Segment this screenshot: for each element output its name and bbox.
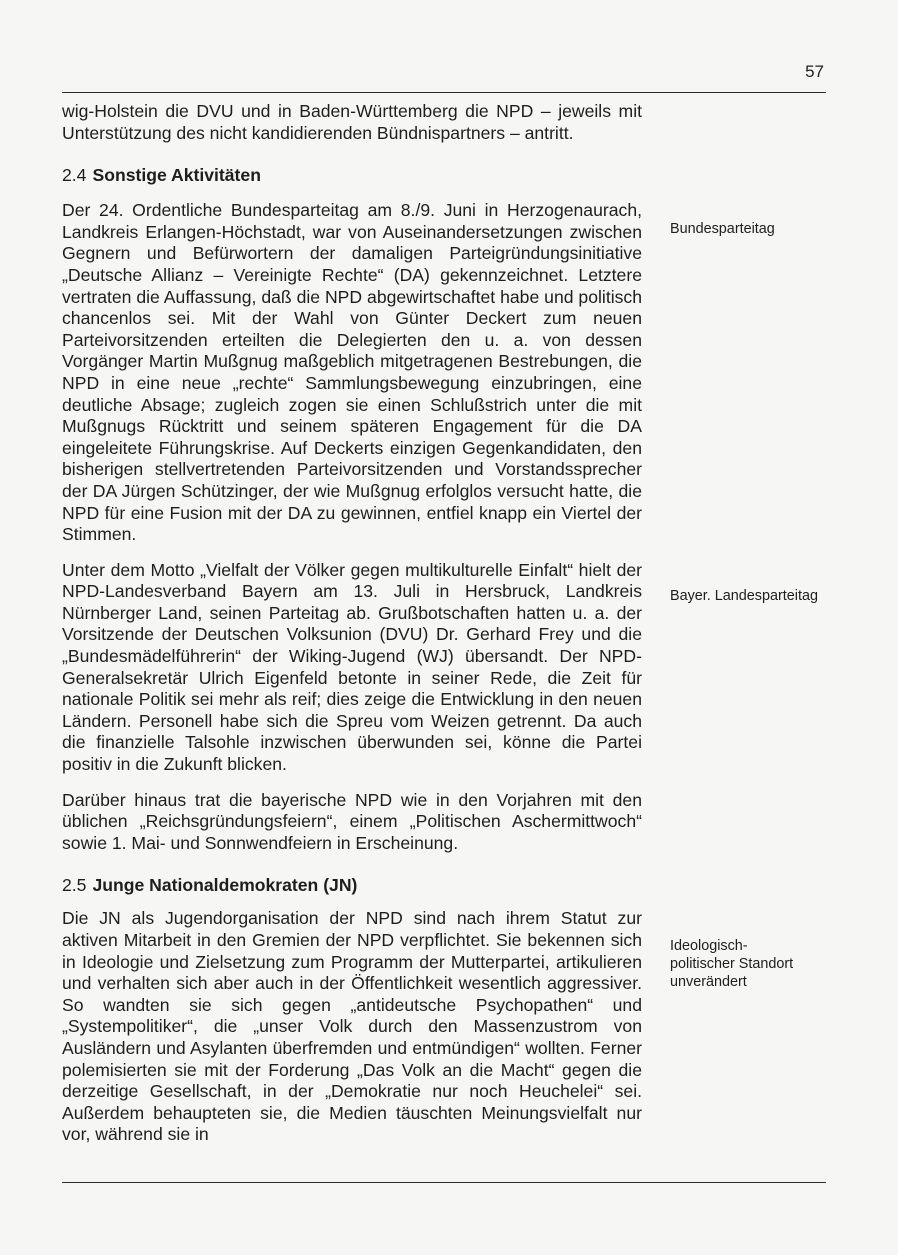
header-rule bbox=[62, 92, 826, 93]
page-number: 57 bbox=[805, 62, 824, 81]
footer-rule bbox=[62, 1182, 826, 1183]
paragraph-weitere-aktivitaeten: Darüber hinaus trat die bayerische NPD wie in den Vorjahren mit den üblichen „Reichsgründungsfeiern“, einem „Politischen Aschermittwoch“ sowie 1. Mai- und Sonnwendfeiern in Erscheinung. bbox=[62, 789, 642, 853]
section-title: Sonstige Aktivitäten bbox=[92, 165, 261, 186]
section-number: 2.4 bbox=[62, 165, 87, 186]
body-column bbox=[62, 101, 642, 1146]
paragraph-continuation: wig-Holstein die DVU und in Baden-Württemberg die NPD – jeweils mit Unterstützung des nicht kandidierenden Bündnispartners – antritt. bbox=[62, 101, 642, 143]
section-title: Junge Nationaldemokraten (JN) bbox=[92, 875, 358, 896]
section-number: 2.5 bbox=[62, 875, 87, 896]
section-heading-2-5 bbox=[62, 874, 642, 896]
paragraph-jn: Die JN als Jugendorganisation der NPD sind nach ihrem Statut zur aktiven Mitarbeit in den Gremien der NPD verpflichtet. Sie bekennen sich in Ideologie und Zielsetzung zum Programm der Mutterpartei, artikulieren und verhalten sich aber auch in der Öffentlichkeit wesentlich aggressiver. So wandten sie sich gegen „antideutsche Psychopathen“ und „Systempolitiker“, die „unser Volk durch den Massenzustrom von Ausländern und Asylanten überfremden und entmündigen“ wollten. Ferner polemisierten sie mit der Forderung „Das Volk an die Macht“ gegen die derzeitige Gesellschaft, in der „Demokratie nur noch Heuchelei“ sei. Außerdem behaupteten sie, die Medien täuschten Meinungsvielfalt nur vor, während sie in bbox=[62, 908, 642, 1145]
section-heading-2-4 bbox=[62, 164, 642, 186]
margin-note-standort: Ideologisch-politischer Standort unverändert bbox=[670, 938, 794, 990]
paragraph-landesparteitag: Unter dem Motto „Vielfalt der Völker gegen multikulturelle Einfalt“ hielt der NPD-Landesverband Bayern am 13. Juli in Hersbruck, Landkreis Nürnberger Land, seinen Parteitag ab. Grußbotschaften hatten u. a. der Vorsitzende der Deutschen Volksunion (DVU) Dr. Gerhard Frey und die „Bundesmädelführerin“ der Wiking-Jugend (WJ) übersandt. Der NPD-Generalsekretär Ulrich Eigenfeld betonte in seiner Rede, die Zeit für nationale Politik sei mehr als reif; dies zeige die Entwicklung in den neuen Ländern. Personell habe sich die Spreu vom Weizen getrennt. Da auch die finanzielle Talsohle inzwischen überwunden sei, könne die Partei positiv in die Zukunft blicken. bbox=[62, 559, 642, 775]
paragraph-bundesparteitag: Der 24. Ordentliche Bundesparteitag am 8./9. Juni in Herzogenaurach, Landkreis Erlangen-Höchstadt, war von Auseinandersetzungen zwischen Gegnern und Befürwortern der damaligen Parteigründungsinitiative „Deutsche Allianz – Vereinigte Rechte“ (DA) gekennzeichnet. Letztere vertraten die Auffassung, daß die NPD abgewirtschaftet habe und politisch chancenlos sei. Mit der Wahl von Günter Deckert zum neuen Parteivorsitzenden erteilten die Delegierten den u. a. von dessen Vorgänger Martin Mußgnug maßgeblich mitgetragenen Bestrebungen, die NPD in eine neue „rechte“ Sammlungsbewegung einzubringen, eine deutliche Absage; zugleich zogen sie einen Schlußstrich unter die mit Mußgnugs Rücktritt und seinem späteren Engagement für die DA eingeleitete Führungskrise. Auf Deckerts einzigen Gegenkandidaten, den bisherigen stellvertretenden Parteivorsitzenden und Vorstandssprecher der DA Jürgen Schützinger, der wie Mußgnug erfolglos versucht hatte, die NPD für eine Fusion mit der DA zu gewinnen, entfiel knapp ein Viertel der Stimmen. bbox=[62, 200, 642, 545]
margin-note-landesparteitag: Bayer. Landesparteitag bbox=[670, 588, 819, 604]
margin-note-bundesparteitag: Bundesparteitag bbox=[670, 221, 775, 237]
